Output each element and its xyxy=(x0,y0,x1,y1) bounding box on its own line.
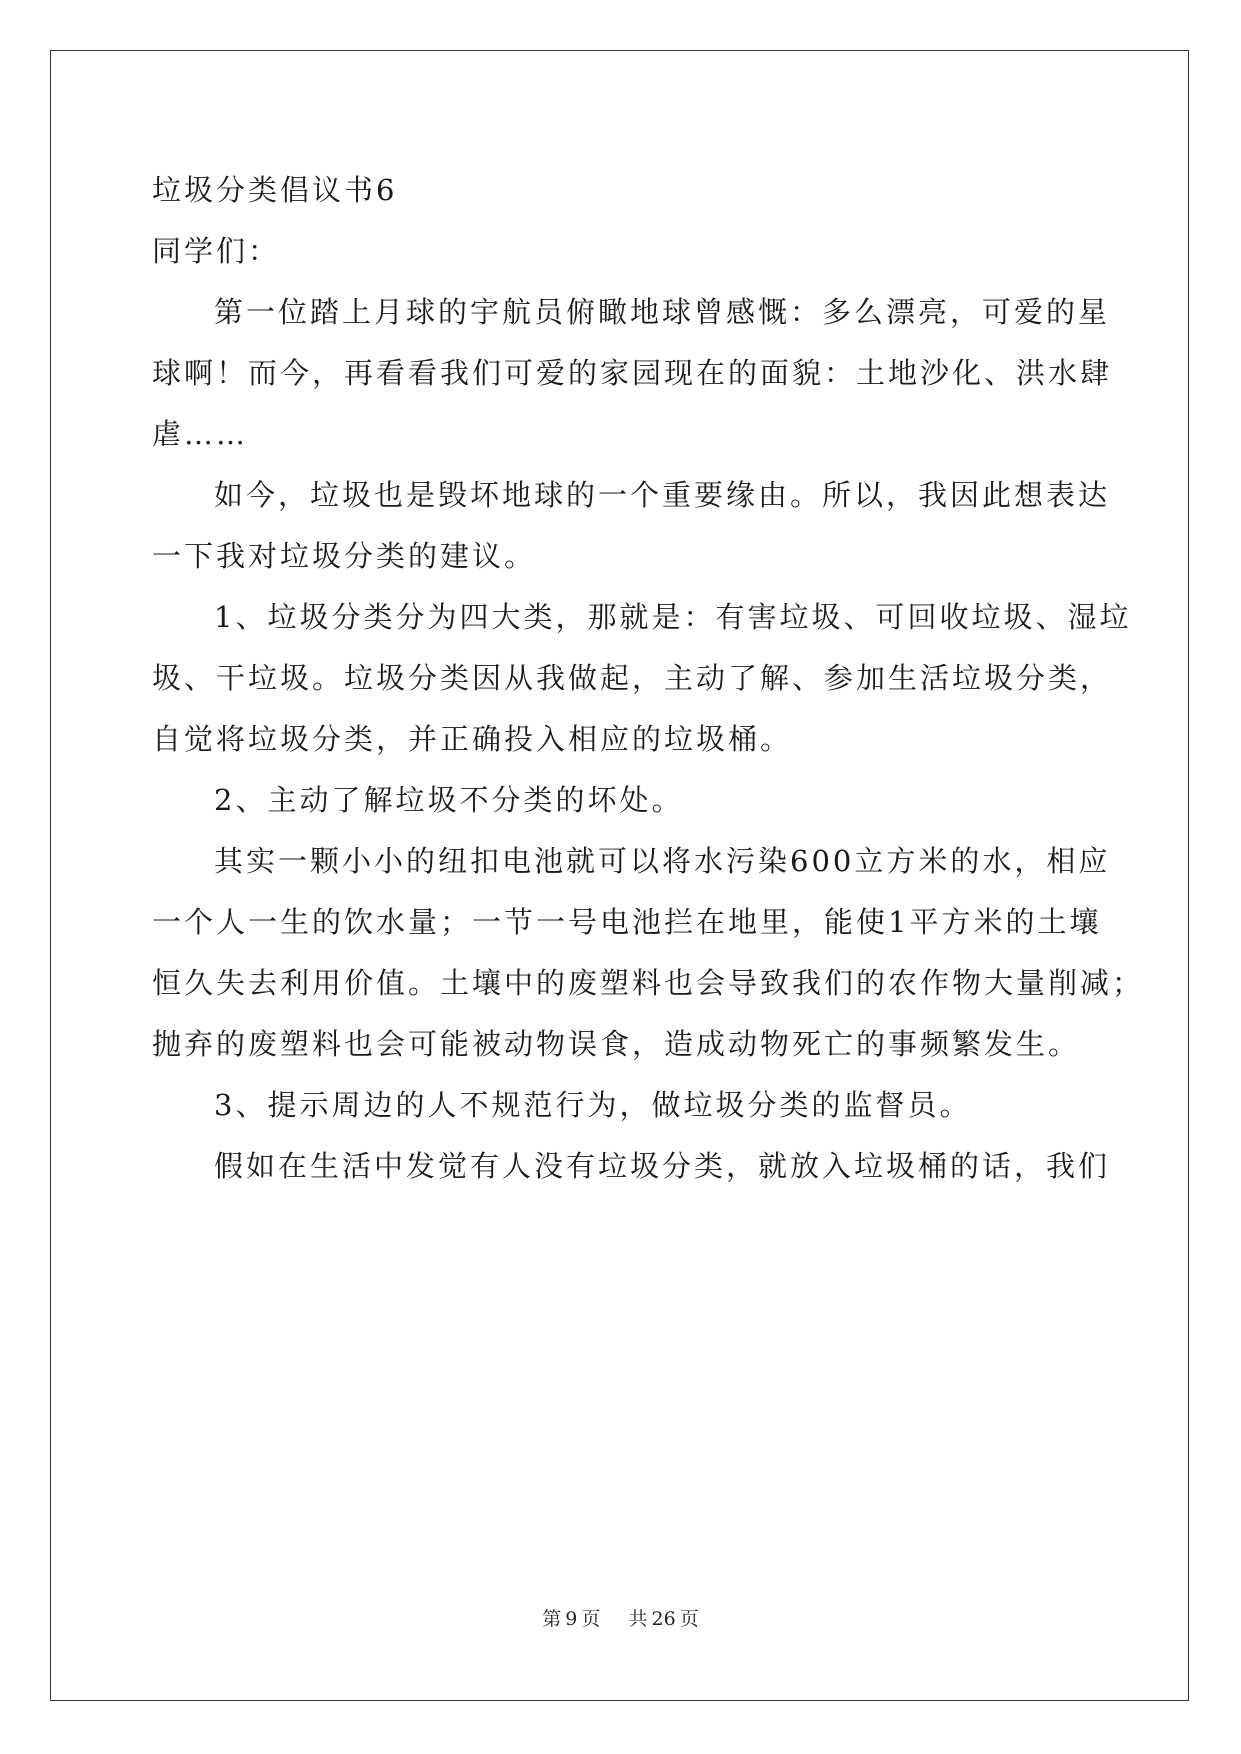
document-title: 垃圾分类倡议书6 xyxy=(152,173,398,207)
paragraph-line: 假如在生活中发觉有人没有垃圾分类，就放入垃圾桶的话，我们 xyxy=(214,1149,1111,1183)
total-label-suffix: 页 xyxy=(679,1608,699,1630)
total-label-prefix: 共 xyxy=(628,1608,648,1630)
paragraph-line: 抛弃的废塑料也会可能被动物误食，造成动物死亡的事频繁发生。 xyxy=(152,1027,1081,1061)
page-label-suffix: 页 xyxy=(581,1608,601,1630)
page-label-prefix: 第 xyxy=(542,1608,562,1630)
paragraph-line: 2、主动了解垃圾不分类的坏处。 xyxy=(214,783,684,817)
paragraph-line: 球啊！而今，再看看我们可爱的家园现在的面貌：土地沙化、洪水肆 xyxy=(152,356,1113,390)
page-number: 9 xyxy=(565,1608,578,1630)
paragraph-line: 如今，垃圾也是毁坏地球的一个重要缘由。所以，我因此想表达 xyxy=(214,478,1111,512)
paragraph-line: 1、垃圾分类分为四大类，那就是：有害垃圾、可回收垃圾、湿垃 xyxy=(214,600,1132,634)
paragraph-line: 3、提示周边的人不规范行为，做垃圾分类的监督员。 xyxy=(214,1088,972,1122)
paragraph-line: 第一位踏上月球的宇航员俯瞰地球曾感慨：多么漂亮，可爱的星 xyxy=(214,295,1111,329)
paragraph-line: 一下我对垃圾分类的建议。 xyxy=(152,539,537,573)
paragraph-line: 虐…… xyxy=(152,417,249,451)
paragraph-line: 其实一颗小小的纽扣电池就可以将水污染600立方米的水，相应 xyxy=(214,844,1111,878)
total-pages: 26 xyxy=(651,1608,676,1630)
paragraph-line: 自觉将垃圾分类，并正确投入相应的垃圾桶。 xyxy=(152,722,793,756)
page-footer xyxy=(0,1604,1241,1631)
paragraph-line: 一个人一生的饮水量；一节一号电池拦在地里，能使1平方米的土壤 xyxy=(152,905,1102,939)
document-body xyxy=(152,160,1145,1197)
paragraph-line: 恒久失去利用价值。土壤中的废塑料也会导致我们的农作物大量削减； xyxy=(152,966,1145,1000)
salutation: 同学们： xyxy=(152,234,281,268)
paragraph-line: 圾、干垃圾。垃圾分类因从我做起，主动了解、参加生活垃圾分类， xyxy=(152,661,1113,695)
